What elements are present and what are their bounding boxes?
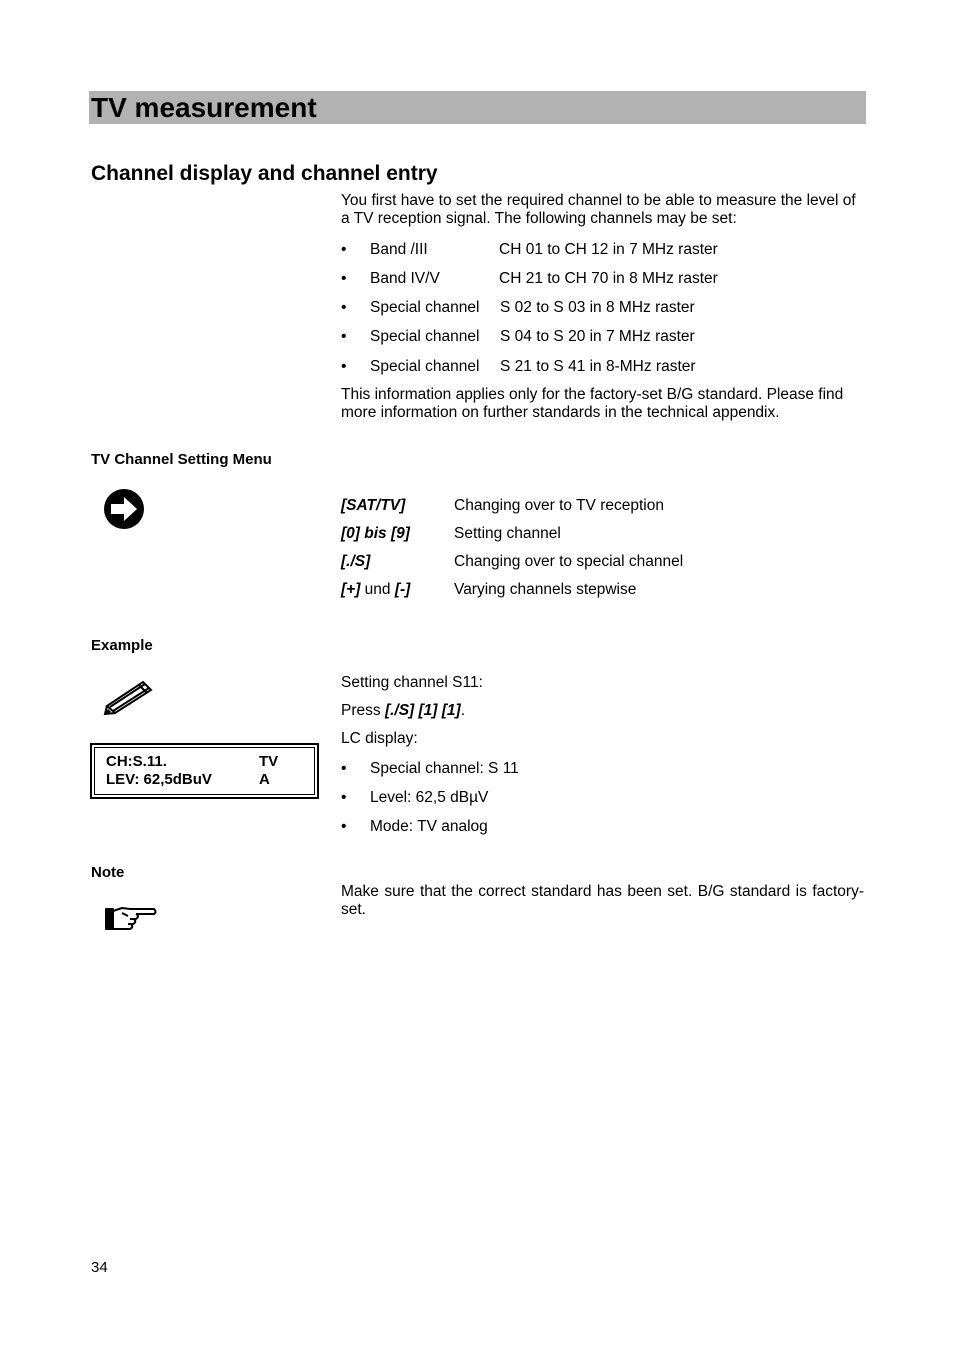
pointing-hand-icon: [104, 904, 158, 932]
key-label: [./S]: [341, 553, 371, 570]
info-paragraph: This information applies only for the factory-set B/G standard. Please find more information on further standards in the technical appendix.: [341, 386, 844, 421]
key-plus: [+]: [341, 581, 361, 598]
key-row: [341, 525, 864, 543]
lcd-display: [90, 743, 319, 799]
lcd-line2-left: LEV: 62,5dBuV: [106, 771, 212, 788]
list-item: [341, 241, 864, 259]
key-row: [341, 497, 864, 515]
list-item: [341, 760, 864, 778]
key-label: [SAT/TV]: [341, 497, 406, 514]
bullet-icon: •: [341, 358, 347, 375]
menu-heading: TV Channel Setting Menu: [91, 451, 272, 468]
list-item: [341, 818, 864, 836]
lcd-line1-right: TV: [259, 753, 279, 770]
bullet-icon: •: [341, 299, 347, 316]
arrow-right-circle-icon: [103, 488, 145, 530]
example-heading: Example: [91, 637, 153, 654]
key-label: [0] bis [9]: [341, 525, 410, 542]
example-bullet: Level: 62,5 dBµV: [370, 789, 489, 806]
lcd-line2-right: A: [259, 771, 270, 788]
channel-range: CH 01 to CH 12 in 7 MHz raster: [499, 241, 718, 258]
press-prefix: Press: [341, 702, 385, 719]
note-paragraph: Make sure that the correct standard has been set. B/G standard is factory-set.: [341, 883, 864, 918]
channel-range: CH 21 to CH 70 in 8 MHz raster: [499, 270, 718, 287]
key-label: [341, 581, 410, 599]
channel-band-label: Special channel: [370, 299, 480, 316]
lcd-line1-left: CH:S.11.: [106, 753, 167, 770]
page-title: TV measurement: [91, 92, 317, 123]
intro-paragraph: You first have to set the required channel to be able to measure the level of a TV reception signal. The following channels may be set:: [341, 192, 856, 227]
example-setting-line: Setting channel S11:: [341, 674, 483, 691]
key-row: [341, 581, 864, 599]
bullet-icon: •: [341, 789, 347, 806]
channel-band-label: Band /III: [370, 241, 428, 258]
example-press-line: [341, 702, 465, 720]
channel-band-label: Special channel: [370, 328, 480, 345]
channel-band-label: Special channel: [370, 358, 480, 375]
key-join: und: [360, 581, 395, 598]
key-description: Changing over to TV reception: [454, 497, 664, 514]
pencil-icon: [103, 676, 157, 716]
press-suffix: .: [460, 702, 466, 719]
bullet-icon: •: [341, 241, 347, 258]
bullet-icon: •: [341, 760, 347, 777]
page-number: 34: [91, 1259, 108, 1276]
key-description: Changing over to special channel: [454, 553, 684, 570]
key-row: [341, 553, 864, 571]
channel-range: S 21 to S 41 in 8-MHz raster: [500, 358, 696, 375]
list-item: [341, 789, 864, 807]
bullet-icon: •: [341, 328, 347, 345]
note-heading: Note: [91, 864, 125, 881]
list-item: [341, 299, 864, 317]
list-item: [341, 270, 864, 288]
key-minus: [-]: [394, 581, 411, 598]
example-bullet: Mode: TV analog: [370, 818, 488, 835]
bullet-icon: •: [341, 270, 347, 287]
section-title: Channel display and channel entry: [91, 162, 438, 185]
bullet-icon: •: [341, 818, 347, 835]
example-bullet: Special channel: S 11: [370, 760, 519, 777]
press-keys: [./S] [1] [1]: [384, 702, 461, 719]
list-item: [341, 328, 864, 346]
lcd-display-inner: [94, 747, 315, 795]
page-title-bar: [89, 91, 866, 124]
channel-band-label: Band IV/V: [370, 270, 440, 287]
lc-display-label: LC display:: [341, 730, 418, 747]
list-item: [341, 358, 864, 376]
key-description: Setting channel: [454, 525, 561, 542]
channel-range: S 02 to S 03 in 8 MHz raster: [500, 299, 695, 316]
key-description: Varying channels stepwise: [454, 581, 637, 598]
channel-range: S 04 to S 20 in 7 MHz raster: [500, 328, 695, 345]
